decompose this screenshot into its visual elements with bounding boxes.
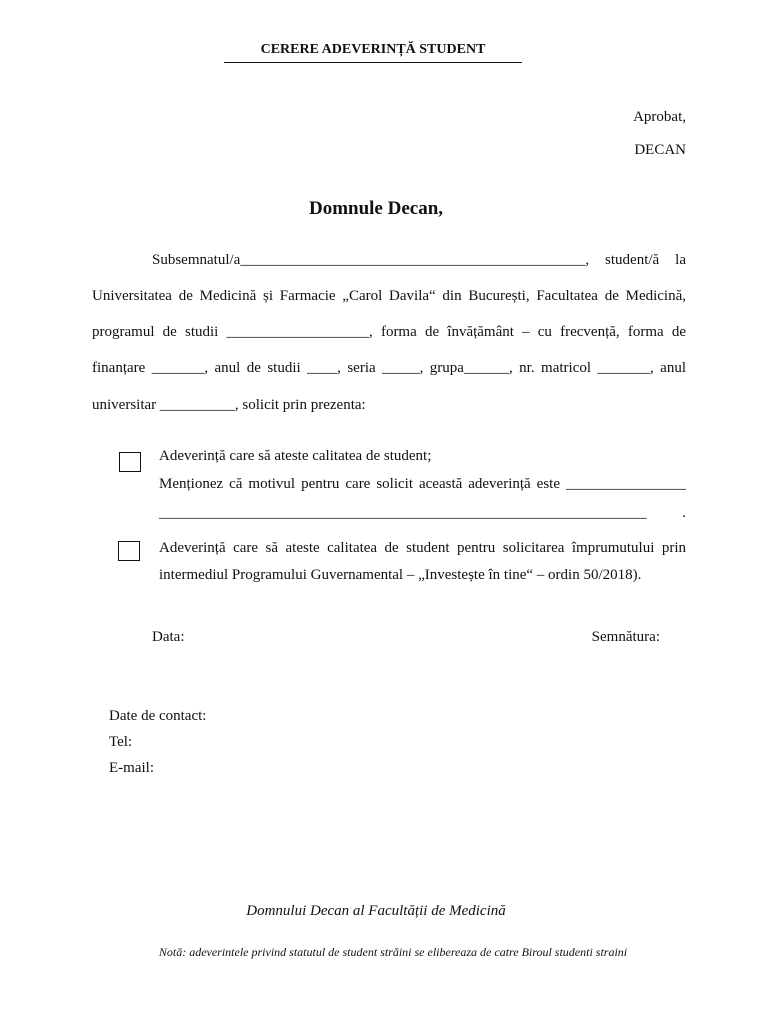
- body-line-4: finanțare _______, anul de studii ____, seria _____, grupa______, nr. matricol _______, anul: [92, 360, 686, 376]
- document-title: CERERE ADEVERINȚĂ STUDENT: [224, 42, 522, 63]
- option-1-line-1: Adeverință care să ateste calitatea de student;: [159, 448, 432, 464]
- option-2-line-2: intermediul Programului Guvernamental – „Investește în tine“ – ordin 50/2018).: [159, 567, 642, 583]
- body-line-1: Subsemnatul/a______________________________________________, student/ă la: [152, 252, 686, 268]
- option-2-line-1: Adeverință care să ateste calitatea de student pentru solicitarea împrumutului prin: [159, 540, 686, 556]
- dean-label: DECAN: [634, 142, 686, 158]
- option-2-checkbox[interactable]: [118, 541, 140, 561]
- body-line-3: programul de studii ___________________, forma de învățământ – cu frecvență, forma de: [92, 324, 686, 340]
- option-1-checkbox[interactable]: [119, 452, 141, 472]
- salutation: Domnule Decan,: [308, 198, 444, 219]
- addressee-line: Domnului Decan al Facultății de Medicină: [246, 903, 506, 919]
- option-1-line-3: _________________________________________________________________ .: [159, 505, 686, 521]
- signature-label: Semnătura:: [591, 629, 660, 645]
- approval-label: Aprobat,: [633, 109, 686, 125]
- footer-note: Notă: adeverintele privind statutul de student străini se elibereaza de catre Biroul studenti straini: [158, 945, 628, 959]
- date-label: Data:: [152, 629, 185, 645]
- body-line-2: Universitatea de Medicină și Farmacie „Carol Davila“ din București, Facultatea de Medicină,: [92, 288, 686, 304]
- contact-heading: Date de contact:: [109, 708, 207, 724]
- body-line-5: universitar __________, solicit prin prezenta:: [92, 397, 366, 413]
- option-1-line-2: Menționez că motivul pentru care solicit această adeverință este ________________: [159, 476, 686, 492]
- contact-tel-label: Tel:: [109, 734, 133, 750]
- contact-email-label: E-mail:: [109, 760, 154, 776]
